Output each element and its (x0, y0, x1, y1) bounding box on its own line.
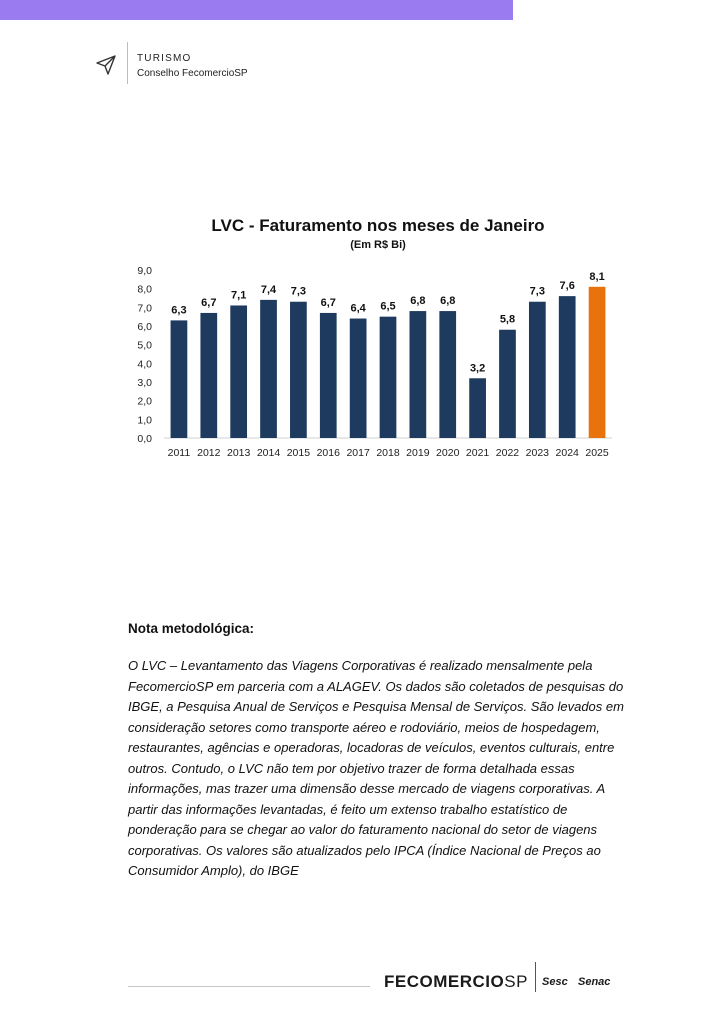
chart-subtitle: (Em R$ Bi) (350, 239, 406, 251)
senac-logo: Senac (578, 976, 611, 988)
header-divider (127, 42, 128, 84)
fecomerciosp-logo (384, 972, 528, 992)
data-label: 6,7 (320, 296, 336, 309)
bar (469, 378, 486, 438)
bar (260, 300, 277, 438)
x-tick-label: 2011 (167, 447, 191, 459)
y-tick-label: 9,0 (137, 265, 152, 277)
data-label: 5,8 (499, 313, 516, 326)
y-tick-label: 7,0 (137, 302, 152, 315)
fecomercio-logo-text: FECOMERCIO (384, 972, 505, 991)
x-tick-label: 2015 (286, 447, 311, 459)
header-subtitle: Conselho FecomercioSP (137, 68, 248, 79)
data-label: 6,7 (201, 296, 217, 309)
sesc-logo: Sesc (542, 976, 568, 988)
data-label: 6,8 (440, 295, 456, 308)
x-tick-label: 2019 (406, 447, 430, 459)
bar (290, 302, 307, 438)
y-tick-label: 8,0 (137, 283, 152, 296)
data-label: 7,6 (559, 280, 575, 293)
data-label: 6,8 (410, 295, 426, 308)
footer-divider (535, 962, 536, 992)
y-tick-label: 2,0 (137, 395, 152, 408)
x-tick-label: 2018 (376, 447, 400, 459)
x-tick-label: 2014 (256, 447, 281, 459)
x-tick-label: 2025 (585, 447, 609, 459)
bar (171, 320, 188, 438)
data-label: 6,5 (380, 300, 396, 313)
x-tick-label: 2020 (436, 447, 460, 459)
bar (230, 305, 247, 438)
chart-title: LVC - Faturamento nos meses de Janeiro (211, 216, 545, 235)
x-tick-label: 2017 (346, 447, 370, 459)
x-tick-label: 2016 (316, 447, 340, 459)
bar (350, 319, 367, 438)
data-label: 7,4 (260, 283, 277, 296)
bar (380, 317, 397, 438)
bar (439, 311, 456, 438)
bar (320, 313, 337, 438)
bar (499, 330, 516, 438)
data-label: 7,3 (290, 285, 307, 298)
data-label: 3,2 (469, 362, 486, 375)
x-tick-label: 2023 (525, 447, 550, 459)
data-label: 6,3 (171, 304, 187, 317)
bar (529, 302, 546, 438)
footer-rule (128, 986, 370, 987)
bar (589, 287, 606, 438)
fecomercio-logo-sp: SP (504, 972, 528, 991)
y-tick-label: 4,0 (137, 358, 152, 371)
bar (200, 313, 217, 438)
paper-plane-icon (95, 54, 117, 76)
y-tick-label: 1,0 (137, 414, 152, 427)
y-tick-label: 6,0 (137, 321, 152, 333)
bar (410, 311, 427, 438)
x-tick-label: 2022 (495, 447, 520, 459)
data-label: 7,1 (231, 289, 247, 302)
x-tick-label: 2024 (555, 447, 579, 459)
x-tick-label: 2013 (226, 447, 251, 459)
header-title: TURISMO (137, 53, 192, 64)
chart-container (128, 208, 618, 468)
note-title: Nota metodológica: (128, 621, 255, 636)
x-tick-label: 2012 (197, 447, 221, 459)
y-tick-label: 0,0 (137, 433, 152, 445)
note-body: O LVC – Levantamento das Viagens Corporativas é realizado mensalmente pela FecomercioSP em parceria com a ALAGEV. Os dados são coletados de pesquisas do IBGE, a Pesquisa Anual de Serviços e Pesquisa Mensal de Serviços. São levados em consideração setores como transporte aéreo e rodoviário, meios de hospedagem, restaurantes, agências e operadoras, locadoras de veículos, eventos culturais, entre outros. Contudo, o LVC não tem por objetivo trazer de forma detalhada essas informações, mas trazer uma dimensão desse mercado de viagens corporativas. A partir das informações levantadas, é feito um extenso trabalho estatístico de ponderação para se chegar ao valor do faturamento nacional do setor de viagens corporativas. Os valores são atualizados pelo IPCA (Índice Nacional de Preços ao Consumidor Amplo), do IBGE (128, 658, 624, 878)
y-tick-label: 3,0 (137, 377, 152, 389)
top-accent-bar (0, 0, 513, 20)
data-label: 7,3 (529, 285, 545, 298)
data-label: 6,4 (350, 302, 366, 315)
bar (559, 296, 576, 438)
x-tick-label: 2021 (465, 447, 490, 459)
y-tick-label: 5,0 (137, 339, 152, 352)
bar-chart (128, 208, 618, 468)
data-label: 8,1 (589, 270, 605, 283)
